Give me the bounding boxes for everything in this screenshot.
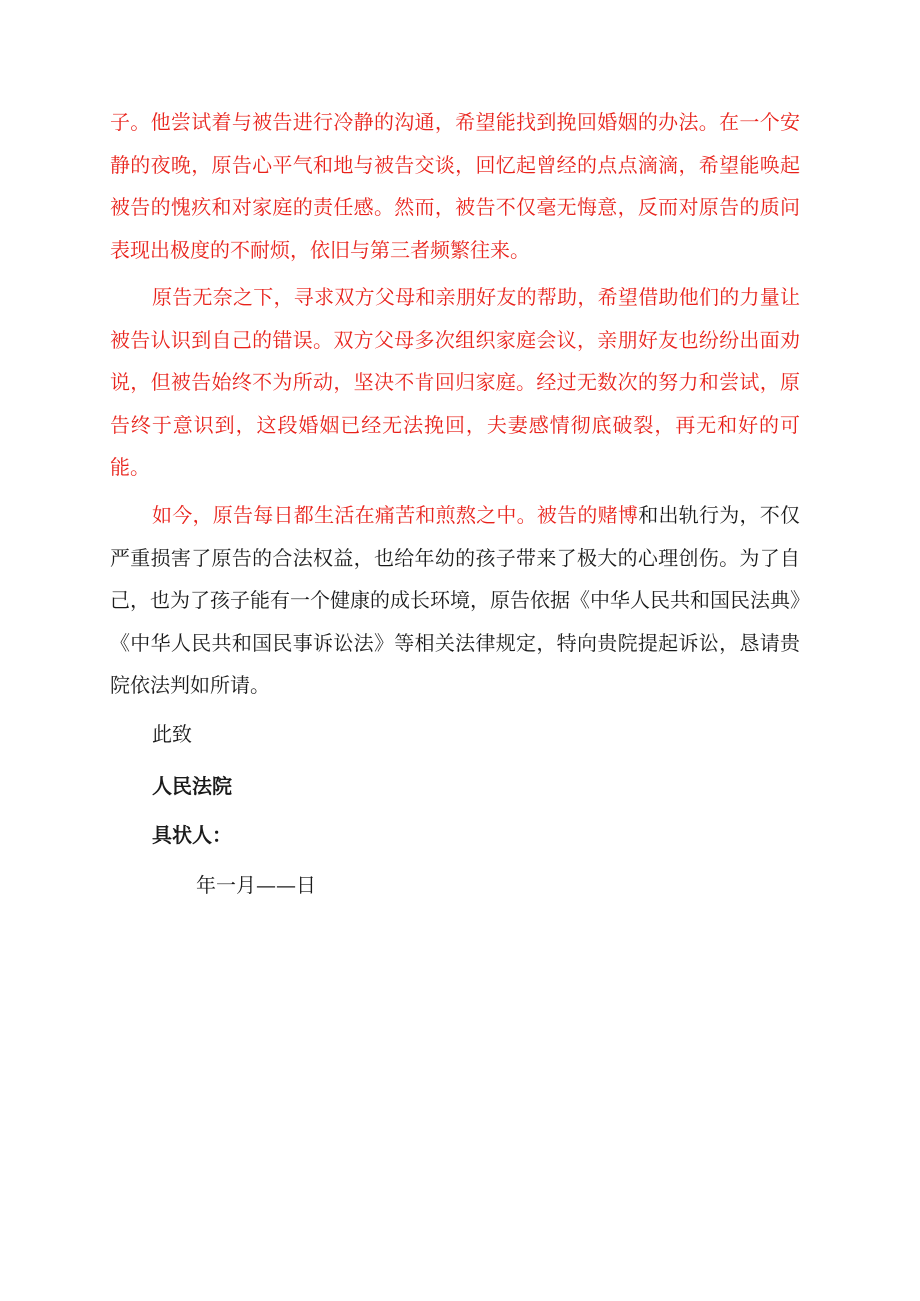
paragraph-family-help: 原告无奈之下，寻求双方父母和亲朋好友的帮助，希望借助他们的力量让被告认识到自己的错误。双方父母多次组织家庭会议，亲朋好友也纷纷出面劝说，但被告始终不为所动，坚决不肯回归家庭。经过无数次的努力和尝试，原告终于意识到，这段婚姻已经无法挽回，夫妻感情彻底破裂，再无和好的可能。 xyxy=(110,285,800,479)
court-name: 人民法院 xyxy=(152,774,232,798)
salutation: 此致 xyxy=(152,722,192,746)
paragraph-lawsuit-request-dark-part: 和出轨行为，不仅严重损害了原告的合法权益，也给年幼的孩子带来了极大的心理创伤。为了自己，也为了孩子能有一个健康的成长环境，原告依据《中华人民共和国民法典》《中华人民共和国民事诉讼法》等相关法律规定，特向贵院提起诉讼，恳请贵院依法判如所请。 xyxy=(110,503,801,697)
paragraph-lawsuit-request-red-part: 如今，原告每日都生活在痛苦和煎熬之中。被告的赌博 xyxy=(152,503,639,527)
paragraph-reconciliation-attempt: 子。他尝试着与被告进行冷静的沟通，希望能找到挽回婚姻的办法。在一个安静的夜晚，原告心平气和地与被告交谈，回忆起曾经的点点滴滴，希望能唤起被告的愧疚和对家庭的责任感。然而，被告不仅毫无悔意，反而对原告的质问表现出极度的不耐烦，依旧与第三者频繁往来。 xyxy=(110,110,800,262)
plaintiff-signature-label: 具状人： xyxy=(152,823,232,847)
paragraph-lawsuit-request xyxy=(110,494,800,707)
signature-date: 年一月——日 xyxy=(196,873,316,897)
